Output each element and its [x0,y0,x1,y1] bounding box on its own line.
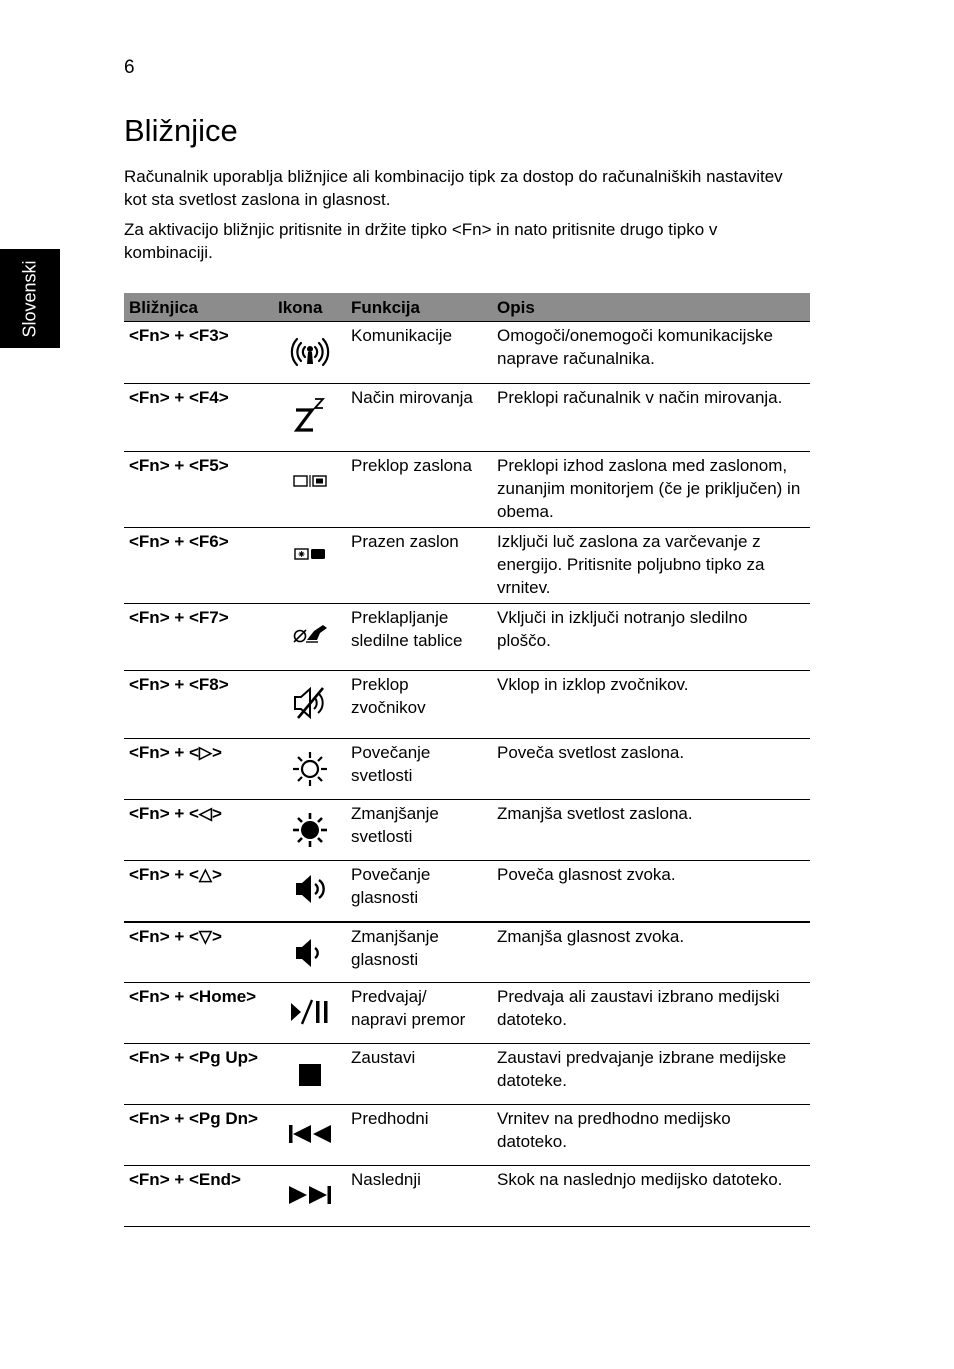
function-description: Vključi in izključi notranjo sledilno ploščo. [492,604,810,671]
shortcut-key: <Fn> + <End> [124,1166,273,1227]
table-row [124,604,810,671]
wireless-communication-icon [273,322,346,384]
table-row [124,922,810,983]
shortcut-key: <Fn> + <◁> [124,800,273,861]
table-row [124,528,810,604]
function-name: Preklapljanje sledilne tablice [346,604,492,671]
function-name: Zmanjšanje glasnosti [346,922,492,983]
shortcut-key: <Fn> + <△> [124,861,273,922]
brightness-up-icon [273,739,346,800]
function-description: Skok na naslednjo medijsko datoteko. [492,1166,810,1227]
table-row [124,739,810,800]
function-name: Zmanjšanje svetlosti [346,800,492,861]
shortcut-key: <Fn> + <F4> [124,384,273,452]
speaker-mute-icon [273,671,346,739]
stop-icon [273,1044,346,1105]
shortcut-key: <Fn> + <Pg Up> [124,1044,273,1105]
function-description: Predvaja ali zaustavi izbrano medijski datoteko. [492,983,810,1044]
screen-blank-icon [273,528,346,604]
shortcut-key: <Fn> + <Pg Dn> [124,1105,273,1166]
header-function: Funkcija [346,293,492,322]
function-name: Predvajaj/ napravi premor [346,983,492,1044]
play-pause-icon [273,983,346,1044]
page-title: Bližnjice [124,113,238,148]
function-description: Zaustavi predvajanje izbrane medijske datoteke. [492,1044,810,1105]
table-row [124,861,810,922]
page-number: 6 [124,57,135,78]
next-track-icon [273,1166,346,1227]
shortcut-table [124,293,810,1227]
function-description: Preklopi računalnik v način mirovanja. [492,384,810,452]
table-row [124,983,810,1044]
shortcut-key: <Fn> + <▽> [124,922,273,983]
brightness-down-icon [273,800,346,861]
language-side-tab [0,249,60,348]
table-header-row [124,293,810,322]
function-description: Preklopi izhod zaslona med zaslonom, zunanjim monitorjem (če je priključen) in obema. [492,452,810,528]
volume-up-icon [273,861,346,922]
function-name: Prazen zaslon [346,528,492,604]
table-row [124,1044,810,1105]
function-name: Komunikacije [346,322,492,384]
function-name: Preklop zvočnikov [346,671,492,739]
intro-paragraph-1: Računalnik uporablja bližnjice ali kombinacijo tipk za dostop do računalniških nastavitev kot sta svetlost zaslona in glasnost. [124,167,783,209]
shortcut-key: <Fn> + <F7> [124,604,273,671]
shortcut-key: <Fn> + <▷> [124,739,273,800]
function-name: Način mirovanja [346,384,492,452]
function-name: Zaustavi [346,1044,492,1105]
header-shortcut: Bližnjica [124,293,273,322]
header-description: Opis [492,293,810,322]
function-description: Zmanjša glasnost zvoka. [492,922,810,983]
table-row [124,800,810,861]
language-label: Slovenski [19,260,40,338]
function-description: Poveča glasnost zvoka. [492,861,810,922]
table-row [124,1166,810,1227]
display-toggle-icon [273,452,346,528]
function-name: Predhodni [346,1105,492,1166]
function-description: Poveča svetlost zaslona. [492,739,810,800]
function-name: Naslednji [346,1166,492,1227]
function-description: Zmanjša svetlost zaslona. [492,800,810,861]
previous-track-icon [273,1105,346,1166]
function-description: Vrnitev na predhodno medijsko datoteko. [492,1105,810,1166]
sleep-zz-icon [273,384,346,452]
shortcut-key: <Fn> + <F6> [124,528,273,604]
shortcut-key: <Fn> + <Home> [124,983,273,1044]
intro-paragraph-2: Za aktivacijo bližnjic pritisnite in držite tipko <Fn> in nato pritisnite drugo tipko v kombinaciji. [124,220,718,262]
table-row [124,452,810,528]
header-icon: Ikona [273,293,346,322]
function-name: Povečanje glasnosti [346,861,492,922]
function-name: Povečanje svetlosti [346,739,492,800]
shortcut-key: <Fn> + <F8> [124,671,273,739]
function-description: Izklјuči luč zaslona za varčevanje z energijo. Pritisnite poljubno tipko za vrnitev. [492,528,810,604]
table-row [124,322,810,384]
function-name: Preklop zaslona [346,452,492,528]
shortcut-key: <Fn> + <F5> [124,452,273,528]
function-description: Vklop in izklop zvočnikov. [492,671,810,739]
function-description: Omogoči/onemogoči komunikacijske naprave računalnika. [492,322,810,384]
table-row [124,384,810,452]
shortcut-key: <Fn> + <F3> [124,322,273,384]
table-row [124,1105,810,1166]
volume-down-icon [273,922,346,983]
table-row [124,671,810,739]
touchpad-toggle-icon [273,604,346,671]
